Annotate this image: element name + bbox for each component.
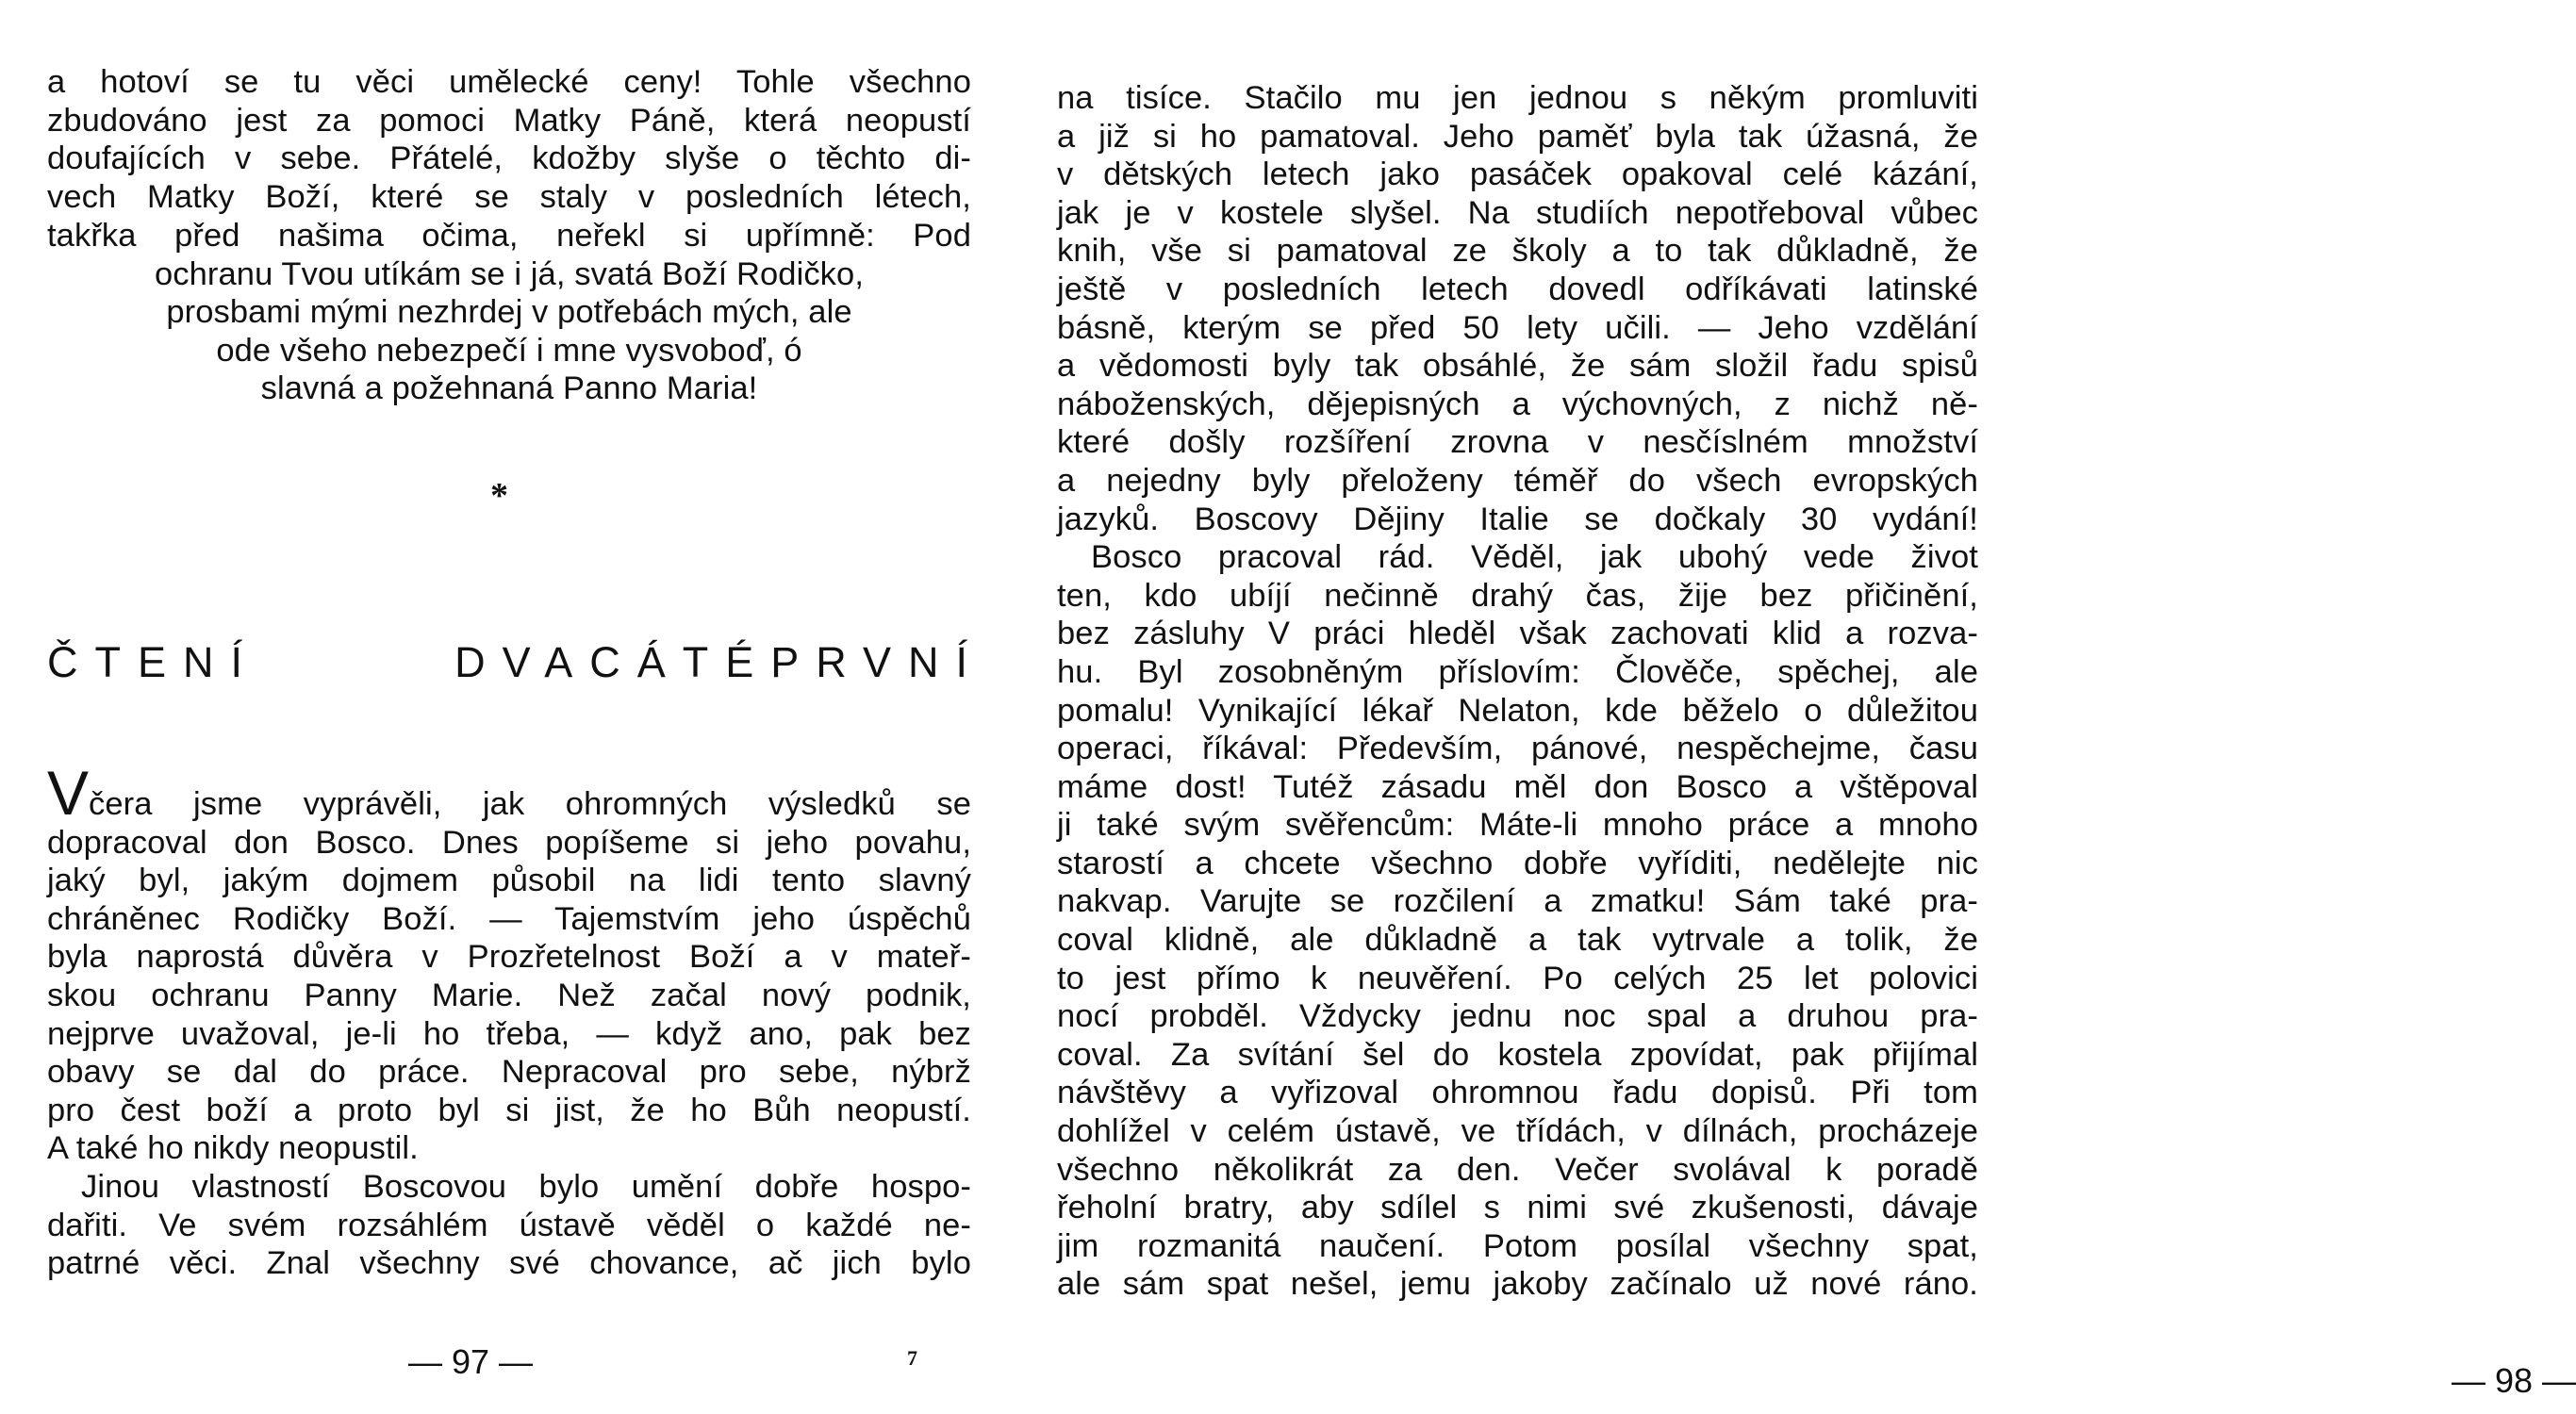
text-line: pro čest boží a proto byl si jist, že ho Bůh neopustí. [47,1092,971,1128]
text-line: knih, vše si pamatoval ze školy a to tak důkladně, že [1057,233,1978,270]
text-line: nejprve uvažoval, je-li ho třeba, — když ano, pak bez [47,1015,971,1052]
section-asterisk: * [490,476,508,516]
left-top-paragraph [47,63,971,216]
text-line: jak je v kostele slyšel. Na studiích nepotřeboval vůbec [1057,194,1978,231]
page-number: — 98 — [2452,1361,2576,1400]
text-line: a nejedny byly přeloženy téměř do všech evropských [1057,462,1978,499]
chapter-heading [47,638,984,686]
text-line: Bosco pracoval rád. Věděl, jak ubohý vede život [1091,539,1978,576]
text-line: starostí a chcete všechno dobře vyříditi, nedělejte nic [1057,845,1978,881]
text-line: coval. Za svítání šel do kostela zpovídat, pak přijímal [1057,1036,1978,1073]
text-line: náboženských, dějepisných a výchovných, z nichž ně- [1057,386,1978,422]
text-line: bez zásluhy V práci hleděl však zachovati klid a rozva- [1057,616,1978,652]
text-line: vech Matky Boží, které se staly v posledních létech, [47,178,971,215]
left-body-text [47,785,971,1283]
text-line: všechno několikrát za den. Večer svolával k poradě [1057,1151,1978,1188]
text-line: obavy se dal do práce. Nepracoval pro sebe, nýbrž [47,1054,971,1091]
text-line: ji také svým svěřencům: Máte-li mnoho práce a mnoho [1057,807,1978,844]
text-line: zbudováno jest za pomoci Matky Páně, která neopustí [47,102,971,139]
signature-mark: 7 [907,1346,917,1370]
text-line: básně, kterým se před 50 lety učili. — Jeho vzdělání [1057,309,1978,346]
text-line: A také ho nikdy neopustil. [47,1130,419,1167]
text-line: slavná a požehnaná Panno Maria! [260,370,758,407]
text-line: byla naprostá důvěra v Prozřetelnost Boží a v mateř- [47,939,971,976]
prayer-text [47,217,971,408]
text-line: které došly rozšíření zrovna v nesčíslném množství [1057,424,1978,461]
text-line: chráněnec Rodičky Boží. — Tajemstvím jeho úspěchů [47,900,971,937]
text-line: skou ochranu Panny Marie. Než začal nový podnik, [47,977,971,1013]
drop-cap: V [47,758,90,828]
heading-word-2: DVACÁTÉPRVNÍ [454,638,984,686]
text-line: jazyků. Boscovy Dějiny Italie se dočkaly 30 vydání! [1057,501,1978,537]
text-line: čera jsme vyprávěli, jak ohromných výsledků se [89,786,971,822]
text-line: to jest přímo k neuvěření. Po celých 25 let polovici [1057,960,1978,996]
text-line: pomalu! Vynikající lékař Nelaton, kde běželo o důležitou [1057,692,1978,729]
text-line: a vědomosti byly tak obsáhlé, že sám složil řadu spisů [1057,348,1978,385]
text-line: jaký byl, jakým dojmem působil na lidi tento slavný [47,863,971,899]
text-line: ale sám spat nešel, jemu jakoby začínalo už nové ráno. [1057,1266,1978,1303]
text-line: nakvap. Varujte se rozčilení a zmatku! Sám také pra- [1057,883,1978,920]
text-line: doufajících v sebe. Přátelé, kdožby slyše o těchto di- [47,140,971,177]
text-line: ten, kdo ubíjí nečinně drahý čas, žije bez přičinění, [1057,577,1978,614]
text-line: návštěvy a vyřizoval ohromnou řadu dopisů. Při tom [1057,1075,1978,1111]
text-line: jim rozmanitá naučení. Potom posílal všechny spat, [1057,1227,1978,1264]
right-body-text [1057,79,1978,1304]
text-line: dopracoval don Bosco. Dnes popíšeme si jeho povahu, [47,824,971,861]
text-line: dařiti. Ve svém rozsáhlém ústavě věděl o každé ne- [47,1207,971,1243]
text-line: řeholní bratry, aby sdílel s nimi své zkušenosti, dávaje [1057,1190,1978,1226]
text-line: a již si ho pamatoval. Jeho paměť byla tak úžasná, že [1057,118,1978,155]
text-line: hu. Byl zosobněným příslovím: Člověče, spěchej, ale [1057,653,1978,690]
left-page [0,0,1008,1414]
text-line: prosbami mými nezhrdej v potřebách mých, ale [166,294,852,331]
text-line: operaci, říkával: Především, pánové, nespěchejme, času [1057,731,1978,767]
text-line: na tisíce. Stačilo mu jen jednou s někým promluviti [1057,80,1978,116]
text-line: ochranu Tvou utíkám se i já, svatá Boží Rodičko, [154,255,865,292]
text-line: Jinou vlastností Boscovou bylo umění dobře hospo- [81,1168,971,1205]
text-line: patrné věci. Znal všechny své chovance, ač jich bylo [47,1245,971,1282]
right-page [1008,0,2576,1414]
page-number: — 97 — [408,1342,534,1381]
heading-word-1: ČTENÍ [47,638,259,686]
text-line: v dětských letech jako pasáček opakoval celé kázání, [1057,156,1978,193]
text-line: takřka před našima očima, neřekl si upřímně: Pod [47,218,971,254]
text-line: ode všeho nebezpečí i mne vysvoboď, ó [216,332,802,369]
text-line: coval klidně, ale důkladně a tak vytrvale a tolik, že [1057,922,1978,959]
text-line: dohlížel v celém ústavě, ve třídách, v dílnách, procházeje [1057,1113,1978,1150]
text-line: nocí probděl. Vždycky jednu noc spal a druhou pra- [1057,998,1978,1035]
text-line: máme dost! Tutéž zásadu měl don Bosco a vštěpoval [1057,768,1978,805]
text-line: ještě v posledních letech dovedl odříkávati latinské [1057,271,1978,307]
text-line: a hotoví se tu věci umělecké ceny! Tohle všechno [47,64,971,100]
